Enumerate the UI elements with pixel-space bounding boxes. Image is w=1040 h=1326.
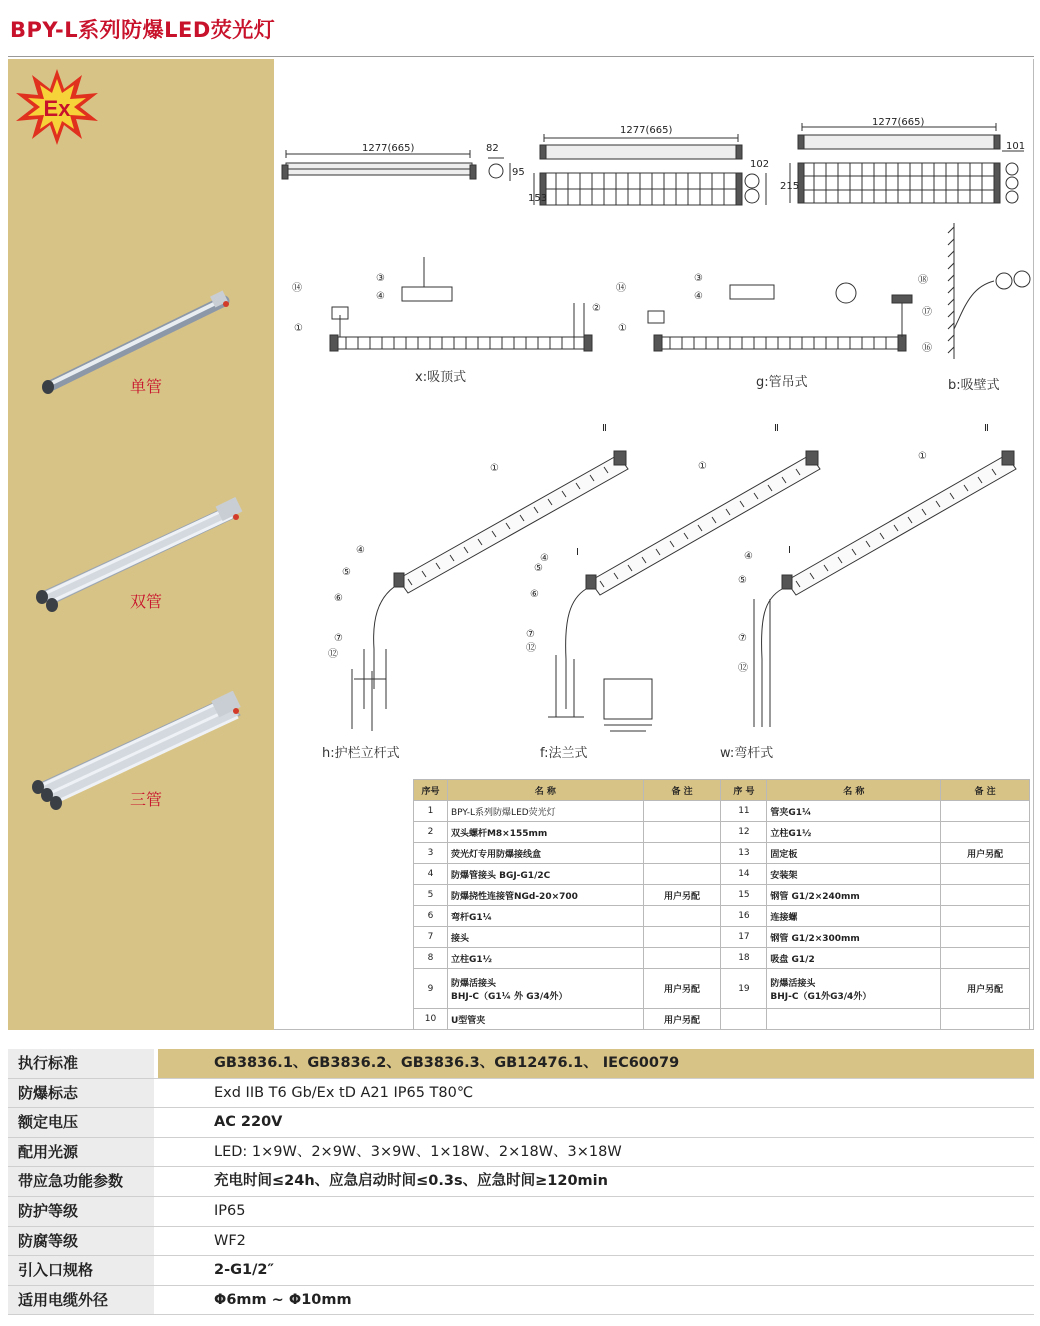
double-tube-label: 双管 — [130, 592, 163, 611]
table-row — [414, 822, 1030, 843]
caption-bent-pole-mount: w:弯杆式 — [720, 746, 774, 761]
header-no-2: 序 号 — [721, 780, 767, 801]
spec-value: Exd IIB T6 Gb/Ex tD A21 IP65 T80℃ — [214, 1084, 474, 1101]
callout-4e: ④ — [744, 551, 753, 562]
header-note: 备 注 — [643, 780, 721, 801]
part-name: 防爆管接头 BGJ-G1/2C — [447, 864, 643, 885]
callout-1: ① — [294, 323, 303, 334]
table-row — [414, 843, 1030, 864]
part-name — [767, 969, 941, 1009]
callout-4c: ④ — [356, 545, 365, 556]
part-note — [941, 948, 1030, 969]
callout-3b: ③ — [694, 273, 703, 284]
part-name: 固定板 — [767, 843, 941, 864]
parts-table-header — [414, 780, 1030, 801]
callout-2: ② — [592, 303, 601, 314]
part-no: 9 — [414, 969, 448, 1009]
callout-12e: ⑫ — [738, 663, 748, 674]
table-row — [414, 864, 1030, 885]
part-no: 18 — [721, 948, 767, 969]
part-name: 防爆挠性连接管NGd-20×700 — [447, 885, 643, 906]
part-note — [941, 822, 1030, 843]
callout-6c: ⑥ — [334, 593, 343, 604]
triple-tube-dimension-drawing — [790, 123, 1024, 203]
callout-12c: ⑫ — [328, 649, 338, 660]
caption-flange-mount: f:法兰式 — [540, 746, 588, 761]
part-name: 钢管 G1/2×240mm — [767, 885, 941, 906]
ex-badge-text: Ex — [43, 96, 71, 121]
table-row — [414, 927, 1030, 948]
part-name: 荧光灯专用防爆接线盒 — [447, 843, 643, 864]
part-no: 8 — [414, 948, 448, 969]
bent-pole-mount-drawing — [754, 451, 1016, 727]
pipe-mount-drawing — [648, 283, 912, 351]
part-note — [941, 885, 1030, 906]
spec-row-corrosion — [8, 1227, 1034, 1257]
part-note: 用户另配 — [941, 969, 1030, 1009]
callout-14: ⑭ — [292, 283, 302, 294]
spec-table — [8, 1049, 1034, 1315]
callout-II-b: Ⅱ — [774, 423, 779, 434]
part-note — [643, 927, 721, 948]
part-name: 钢管 G1/2×300mm — [767, 927, 941, 948]
spec-key: 防护等级 — [8, 1197, 154, 1226]
spec-key: 执行标准 — [8, 1049, 154, 1078]
part-name: 连接螺 — [767, 906, 941, 927]
part-note: 用户另配 — [643, 885, 721, 906]
spec-value: Φ6mm ~ Φ10mm — [214, 1291, 352, 1308]
part-no: 10 — [414, 1009, 448, 1030]
callout-3: ③ — [376, 273, 385, 284]
part-no: 11 — [721, 801, 767, 822]
table-row — [414, 906, 1030, 927]
part-no: 6 — [414, 906, 448, 927]
callout-12d: ⑫ — [526, 643, 536, 654]
caption-wall-mount: b:吸壁式 — [948, 378, 1000, 393]
guardrail-pole-mount-drawing — [352, 451, 628, 731]
spec-row-voltage — [8, 1108, 1034, 1138]
callout-14b: ⑭ — [616, 283, 626, 294]
part-name-line2: BHJ-C（G1外G3/4外） — [770, 991, 872, 1002]
spec-row-protection — [8, 1197, 1034, 1227]
callout-5c: ⑤ — [342, 567, 351, 578]
part-name: U型管夹 — [447, 1009, 643, 1030]
part-note — [643, 843, 721, 864]
part-no: 5 — [414, 885, 448, 906]
triple-height-dim: 215 — [780, 181, 800, 192]
part-note — [643, 801, 721, 822]
caption-ceiling-mount: x:吸顶式 — [415, 370, 467, 385]
part-note: 用户另配 — [643, 1009, 721, 1030]
wall-mount-drawing — [948, 223, 1030, 359]
callout-1b: ① — [618, 323, 627, 334]
single-tube-dimension-drawing — [282, 150, 510, 181]
single-width-dim: 95 — [512, 167, 525, 178]
spec-key: 防爆标志 — [8, 1079, 154, 1108]
part-note — [643, 864, 721, 885]
double-tube-dimension-drawing — [534, 134, 766, 205]
part-no: 4 — [414, 864, 448, 885]
spec-value: AC 220V — [214, 1114, 283, 1131]
part-no — [721, 1009, 767, 1030]
part-name-line1: 防爆活接头 — [770, 978, 816, 989]
spec-row-inlet — [8, 1256, 1034, 1286]
part-name-line1: 防爆活接头 — [450, 978, 496, 989]
header-note-2: 备 注 — [941, 780, 1030, 801]
part-note — [643, 822, 721, 843]
part-name: 弯杆G1¼ — [447, 906, 643, 927]
part-name: 管夹G1¼ — [767, 801, 941, 822]
part-note: 用户另配 — [941, 843, 1030, 864]
part-no: 2 — [414, 822, 448, 843]
spec-value: 2-G1/2″ — [214, 1262, 274, 1279]
triple-tube-label: 三管 — [130, 790, 163, 809]
callout-1c: ① — [490, 463, 499, 474]
single-tube-label: 单管 — [130, 377, 163, 396]
part-note: 用户另配 — [643, 969, 721, 1009]
spec-row-cable — [8, 1286, 1034, 1316]
table-row — [414, 1009, 1030, 1030]
part-name: 立柱G1½ — [767, 822, 941, 843]
callout-II-c: Ⅱ — [984, 423, 989, 434]
spec-key: 适用电缆外径 — [8, 1286, 154, 1315]
spec-value: WF2 — [214, 1232, 246, 1249]
spec-key: 配用光源 — [8, 1138, 154, 1167]
table-row — [414, 801, 1030, 822]
ceiling-mount-drawing — [330, 257, 592, 351]
part-no: 15 — [721, 885, 767, 906]
part-name — [447, 969, 643, 1009]
spec-value: LED: 1×9W、2×9W、3×9W、1×18W、2×18W、3×18W — [214, 1143, 622, 1160]
callout-7c: ⑦ — [334, 633, 343, 644]
spec-key: 带应急功能参数 — [8, 1167, 154, 1196]
callout-II-a: Ⅱ — [602, 423, 607, 434]
part-no: 19 — [721, 969, 767, 1009]
part-no: 14 — [721, 864, 767, 885]
spec-key: 引入口规格 — [8, 1256, 154, 1285]
spec-row-ex-mark — [8, 1079, 1034, 1109]
callout-18: ⑱ — [918, 275, 928, 286]
callout-16: ⑯ — [922, 343, 932, 354]
callout-6d: ⑥ — [530, 589, 539, 600]
part-note — [941, 927, 1030, 948]
triple-width-dim: 101 — [1006, 141, 1026, 152]
header-no: 序号 — [414, 780, 448, 801]
part-note — [941, 864, 1030, 885]
part-note — [643, 906, 721, 927]
part-name-line2: BHJ-C（G1¼ 外 G3/4外） — [450, 991, 568, 1002]
callout-I-b: Ⅰ — [576, 547, 579, 558]
part-no: 3 — [414, 843, 448, 864]
parts-table — [413, 779, 1030, 1030]
part-note — [941, 1009, 1030, 1030]
single-length-dim: 1277(665) — [362, 143, 415, 154]
header-name: 名 称 — [447, 780, 643, 801]
triple-length-dim: 1277(665) — [872, 117, 925, 128]
part-name: 安装架 — [767, 864, 941, 885]
part-no: 7 — [414, 927, 448, 948]
part-name: BPY-L系列防爆LED荧光灯 — [447, 801, 643, 822]
callout-4d: ④ — [540, 553, 549, 564]
callout-5e: ⑤ — [738, 575, 747, 586]
spec-value: IP65 — [214, 1202, 246, 1219]
part-name: 立柱G1½ — [447, 948, 643, 969]
part-no: 12 — [721, 822, 767, 843]
callout-4: ④ — [376, 291, 385, 302]
callout-7d: ⑦ — [526, 629, 535, 640]
callout-4b: ④ — [694, 291, 703, 302]
callout-7e: ⑦ — [738, 633, 747, 644]
part-name: 双头螺杆M8×155mm — [447, 822, 643, 843]
part-name: 吸盘 G1/2 — [767, 948, 941, 969]
single-height-dim: 82 — [486, 143, 499, 154]
ex-explosion-badge — [14, 67, 100, 147]
part-note — [941, 801, 1030, 822]
spec-value: 充电时间≤24h、应急启动时间≤0.3s、应急时间≥120min — [214, 1173, 608, 1190]
spec-key: 额定电压 — [8, 1108, 154, 1137]
title-divider — [8, 56, 1034, 57]
double-height-dim: 153 — [528, 193, 548, 204]
double-width-dim: 102 — [750, 159, 770, 170]
callout-I-c: Ⅰ — [788, 545, 791, 556]
callout-17: ⑰ — [922, 307, 932, 318]
callout-5d: ⑤ — [534, 563, 543, 574]
page-title: BPY-L系列防爆LED荧光灯 — [10, 18, 276, 42]
part-no: 13 — [721, 843, 767, 864]
caption-pipe-mount: g:管吊式 — [756, 375, 808, 390]
table-row — [414, 885, 1030, 906]
header-name-2: 名 称 — [767, 780, 941, 801]
callout-1e: ① — [918, 451, 927, 462]
double-length-dim: 1277(665) — [620, 125, 673, 136]
caption-guardrail-mount: h:护栏立杆式 — [322, 746, 400, 761]
table-row — [414, 969, 1030, 1009]
part-no: 1 — [414, 801, 448, 822]
spec-row-emergency — [8, 1167, 1034, 1197]
part-no: 17 — [721, 927, 767, 948]
part-no: 16 — [721, 906, 767, 927]
part-name: 接头 — [447, 927, 643, 948]
spec-row-light-source — [8, 1138, 1034, 1168]
spec-key: 防腐等级 — [8, 1227, 154, 1256]
part-name — [767, 1009, 941, 1030]
product-panel — [8, 59, 274, 1030]
table-row — [414, 948, 1030, 969]
spec-value: GB3836.1、GB3836.2、GB3836.3、GB12476.1、 IEC60079 — [158, 1049, 1034, 1078]
technical-drawings — [274, 59, 1034, 779]
spec-row-standard — [8, 1049, 1034, 1079]
part-note — [643, 948, 721, 969]
part-note — [941, 906, 1030, 927]
callout-1d: ① — [698, 461, 707, 472]
